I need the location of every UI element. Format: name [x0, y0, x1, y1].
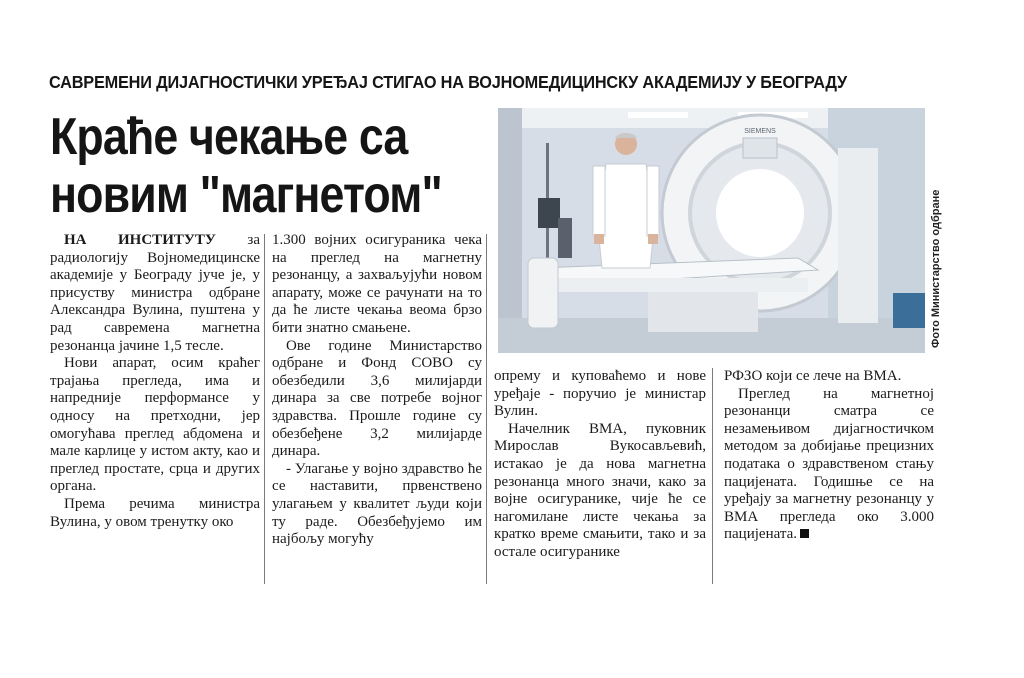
- paragraph: - Улагање у војно здравство ће се наставити, првенствено улагањем у квалитет људи који ту раде. Обезбеђујемо им најбољу могућу: [272, 460, 482, 548]
- paragraph: Ове године Министарство одбране и Фонд СОВО су обезбедили 3,6 милијарди динара за све потребе војног здравства. Прошле године су обезбеђене 3,2 милијарде динара.: [272, 337, 482, 460]
- mri-photo-illustration: [498, 108, 925, 353]
- article-kicker: САВРЕМЕНИ ДИЈАГНОСТИЧКИ УРЕЂАЈ СТИГАО НА ВОЈНОМЕДИЦИНСКУ АКАДЕМИЈУ У БЕОГРАДУ: [49, 72, 847, 92]
- photo-credit: [930, 108, 946, 353]
- paragraph: РФЗО који се лече на ВМА.: [724, 368, 902, 384]
- paragraph: [50, 232, 260, 355]
- photo-credit-text: Фото Министарство одбране: [930, 189, 942, 348]
- paragraph-text: Преглед на магнетној резонанци сматра се незамењивом дијагностичком методом за добијање прецизних података о здравственом стању пацијената. Годишње се на уређају за магнетну резонанцу у ВМА прегледа око 3.000 пацијената.: [724, 385, 934, 543]
- article-column-3: [494, 368, 706, 562]
- paragraph: Нови апарат, осим краћег трајања прегледа, има и напредније перформансе у односу на претходни, јер омогућава преглед абдомена и мале карлице у истом акту, као и преглед простате, срца и других органа.: [50, 355, 260, 495]
- paragraph: Према речима министра Вулина, у овом тренутку око: [50, 495, 260, 530]
- paragraph: Начелник ВМА, пуковник Мирослав Вукосављевић, истакао је да нова магнетна резонанца много значи, како за војне осигуранике, чије ће се нагомилане листе чекања за кратко време смањити, тако и за остале осигуранике: [494, 420, 706, 560]
- column-divider: [486, 234, 487, 584]
- mri-photo: [498, 108, 925, 353]
- end-mark-icon: [800, 529, 809, 538]
- headline-line-1: Краће чекање са: [50, 108, 408, 166]
- newspaper-clipping: [40, 62, 945, 582]
- column-divider: [264, 234, 265, 584]
- paragraph: 1.300 војних осигураника чека на преглед на магнетну резонанцу, а захваљујући новом апарату, може се рачунати на то да ће листе чекања веома брзо бити знатно смањене.: [272, 232, 482, 336]
- headline-line-2: новим "магнетом": [50, 166, 442, 224]
- mri-brand-label: SIEMENS: [744, 128, 776, 135]
- paragraph: опрему и куповаћемо и нове уређаје - поручио је министар Вулин.: [494, 368, 706, 420]
- column-divider: [712, 368, 713, 584]
- article-headline: [50, 108, 442, 224]
- lead-in: НА ИНСТИТУТУ: [64, 232, 216, 248]
- paragraph-text: за радиологију Војномедицинске академије у Београду јуче је, у присуству министра одбране Александра Вулина, пуштена у рад савремена магнетна резонанца јачине 1,5 тесле.: [50, 232, 260, 354]
- paragraph: [724, 386, 934, 544]
- article-column-4: [724, 368, 934, 544]
- article-column-2: [272, 232, 482, 549]
- article-column-1: [50, 232, 260, 531]
